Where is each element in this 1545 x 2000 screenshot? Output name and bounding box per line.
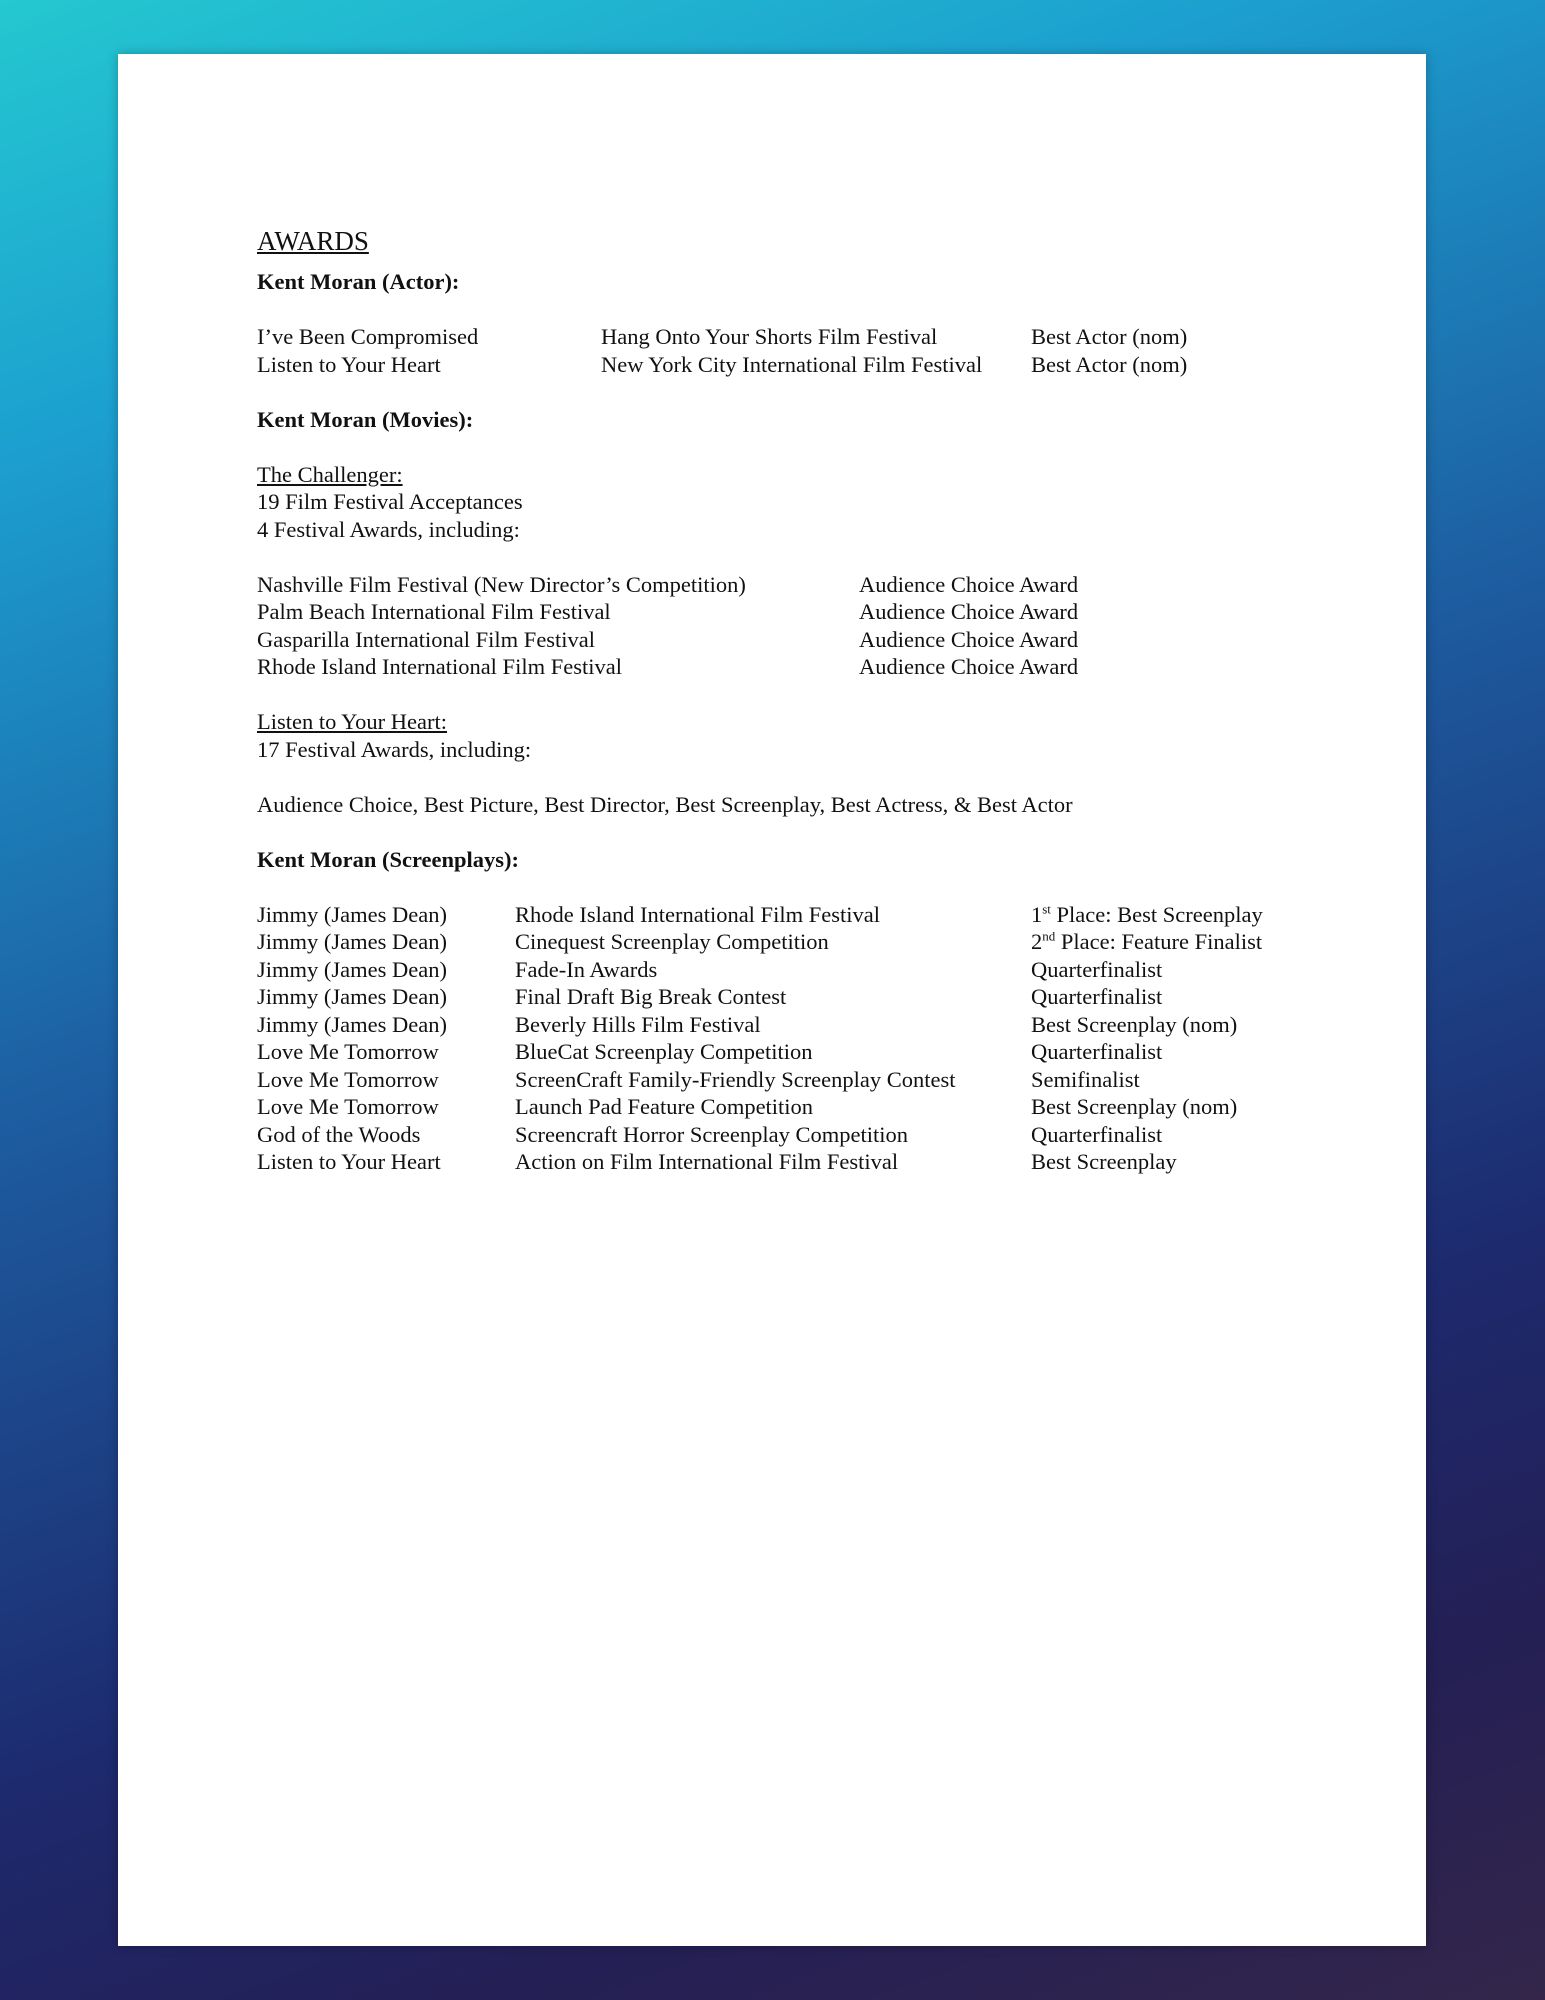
table-row (257, 928, 1377, 956)
document-content (257, 226, 1377, 1176)
film-title-cell: Listen to Your Heart (257, 351, 441, 377)
award-cell: Audience Choice Award (859, 571, 1079, 597)
festival-cell: Rhode Island International Film Festival (515, 901, 880, 927)
screenplay-title-cell: Listen to Your Heart (257, 1149, 441, 1174)
challenger-acceptances: 19 Film Festival Acceptances (257, 489, 523, 514)
festival-cell: Action on Film International Film Festival (515, 1149, 899, 1174)
screenplay-title-cell: Love Me Tomorrow (257, 1066, 439, 1092)
festival-cell: Screencraft Horror Screenplay Competition (515, 1121, 908, 1147)
award-cell: Best Actor (nom) (1031, 324, 1188, 349)
table-row (257, 351, 1377, 379)
screenplay-title-cell: Jimmy (James Dean) (257, 984, 447, 1009)
document-page (118, 54, 1426, 1946)
award-cell: Audience Choice Award (859, 626, 1079, 652)
festival-cell: Beverly Hills Film Festival (515, 1011, 761, 1037)
screenplay-awards-table (257, 901, 1377, 1176)
award-cell: Audience Choice Award (859, 654, 1079, 679)
festival-cell: Rhode Island International Film Festival (257, 654, 622, 679)
award-cell: Semifinalist (1031, 1066, 1140, 1092)
challenger-awards-table (257, 571, 1377, 681)
table-row (257, 983, 1377, 1011)
award-cell: Quarterfinalist (1031, 1121, 1163, 1147)
screenplay-title-cell: Jimmy (James Dean) (257, 956, 447, 982)
actor-heading: Kent Moran (Actor): (257, 269, 460, 294)
award-cell: Best Screenplay (1031, 1149, 1177, 1174)
table-row (257, 1011, 1377, 1039)
festival-cell: Gasparilla International Film Festival (257, 626, 596, 652)
actor-awards-table (257, 323, 1377, 378)
festival-cell: Nashville Film Festival (New Director’s Competition) (257, 571, 746, 597)
festival-cell: BlueCat Screenplay Competition (515, 1039, 813, 1064)
table-row (257, 1066, 1377, 1094)
challenger-awards-count: 4 Festival Awards, including: (257, 516, 520, 542)
festival-cell: Cinequest Screenplay Competition (515, 929, 829, 954)
screenplay-title-cell: Love Me Tomorrow (257, 1094, 439, 1119)
screenplays-heading: Kent Moran (Screenplays): (257, 846, 520, 872)
film-title-cell: I’ve Been Compromised (257, 324, 479, 349)
award-cell: Best Actor (nom) (1031, 351, 1188, 377)
festival-cell: Launch Pad Feature Competition (515, 1094, 814, 1119)
table-row (257, 598, 1377, 626)
festival-cell: Final Draft Big Break Contest (515, 984, 787, 1009)
movies-heading: Kent Moran (Movies): (257, 406, 474, 432)
festival-cell: Hang Onto Your Shorts Film Festival (601, 324, 938, 349)
screenplay-title-cell: God of the Woods (257, 1121, 421, 1147)
table-row (257, 1093, 1377, 1121)
festival-cell: New York City International Film Festival (601, 351, 983, 377)
page-title: AWARDS (257, 226, 369, 256)
table-row (257, 901, 1377, 929)
festival-cell: Fade-In Awards (515, 956, 658, 982)
screenplay-title-cell: Jimmy (James Dean) (257, 1011, 447, 1037)
table-row (257, 1121, 1377, 1149)
table-row (257, 626, 1377, 654)
challenger-title: The Challenger: (257, 461, 403, 487)
festival-cell: Palm Beach International Film Festival (257, 599, 611, 624)
award-cell: Best Screenplay (nom) (1031, 1011, 1238, 1037)
screenplay-title-cell: Jimmy (James Dean) (257, 929, 447, 954)
award-cell: Best Screenplay (nom) (1031, 1094, 1238, 1119)
award-cell: Audience Choice Award (859, 599, 1079, 624)
festival-cell: ScreenCraft Family-Friendly Screenplay Contest (515, 1066, 956, 1092)
screenplay-title-cell: Love Me Tomorrow (257, 1039, 439, 1064)
award-cell: Quarterfinalist (1031, 1039, 1163, 1064)
award-cell: Quarterfinalist (1031, 984, 1163, 1009)
table-row (257, 1038, 1377, 1066)
table-row (257, 571, 1377, 599)
heart-awards-count: 17 Festival Awards, including: (257, 736, 532, 762)
table-row (257, 956, 1377, 984)
award-cell: 2nd Place: Feature Finalist (1031, 928, 1263, 954)
heart-awards-list: Audience Choice, Best Picture, Best Director, Best Screenplay, Best Actress, & Best Actor (257, 791, 1073, 817)
screenplay-title-cell: Jimmy (James Dean) (257, 901, 447, 927)
heart-title: Listen to Your Heart: (257, 709, 447, 734)
award-cell: Quarterfinalist (1031, 956, 1163, 982)
table-row (257, 323, 1377, 351)
table-row (257, 653, 1377, 681)
award-cell: 1st Place: Best Screenplay (1031, 901, 1263, 927)
table-row (257, 1148, 1377, 1176)
